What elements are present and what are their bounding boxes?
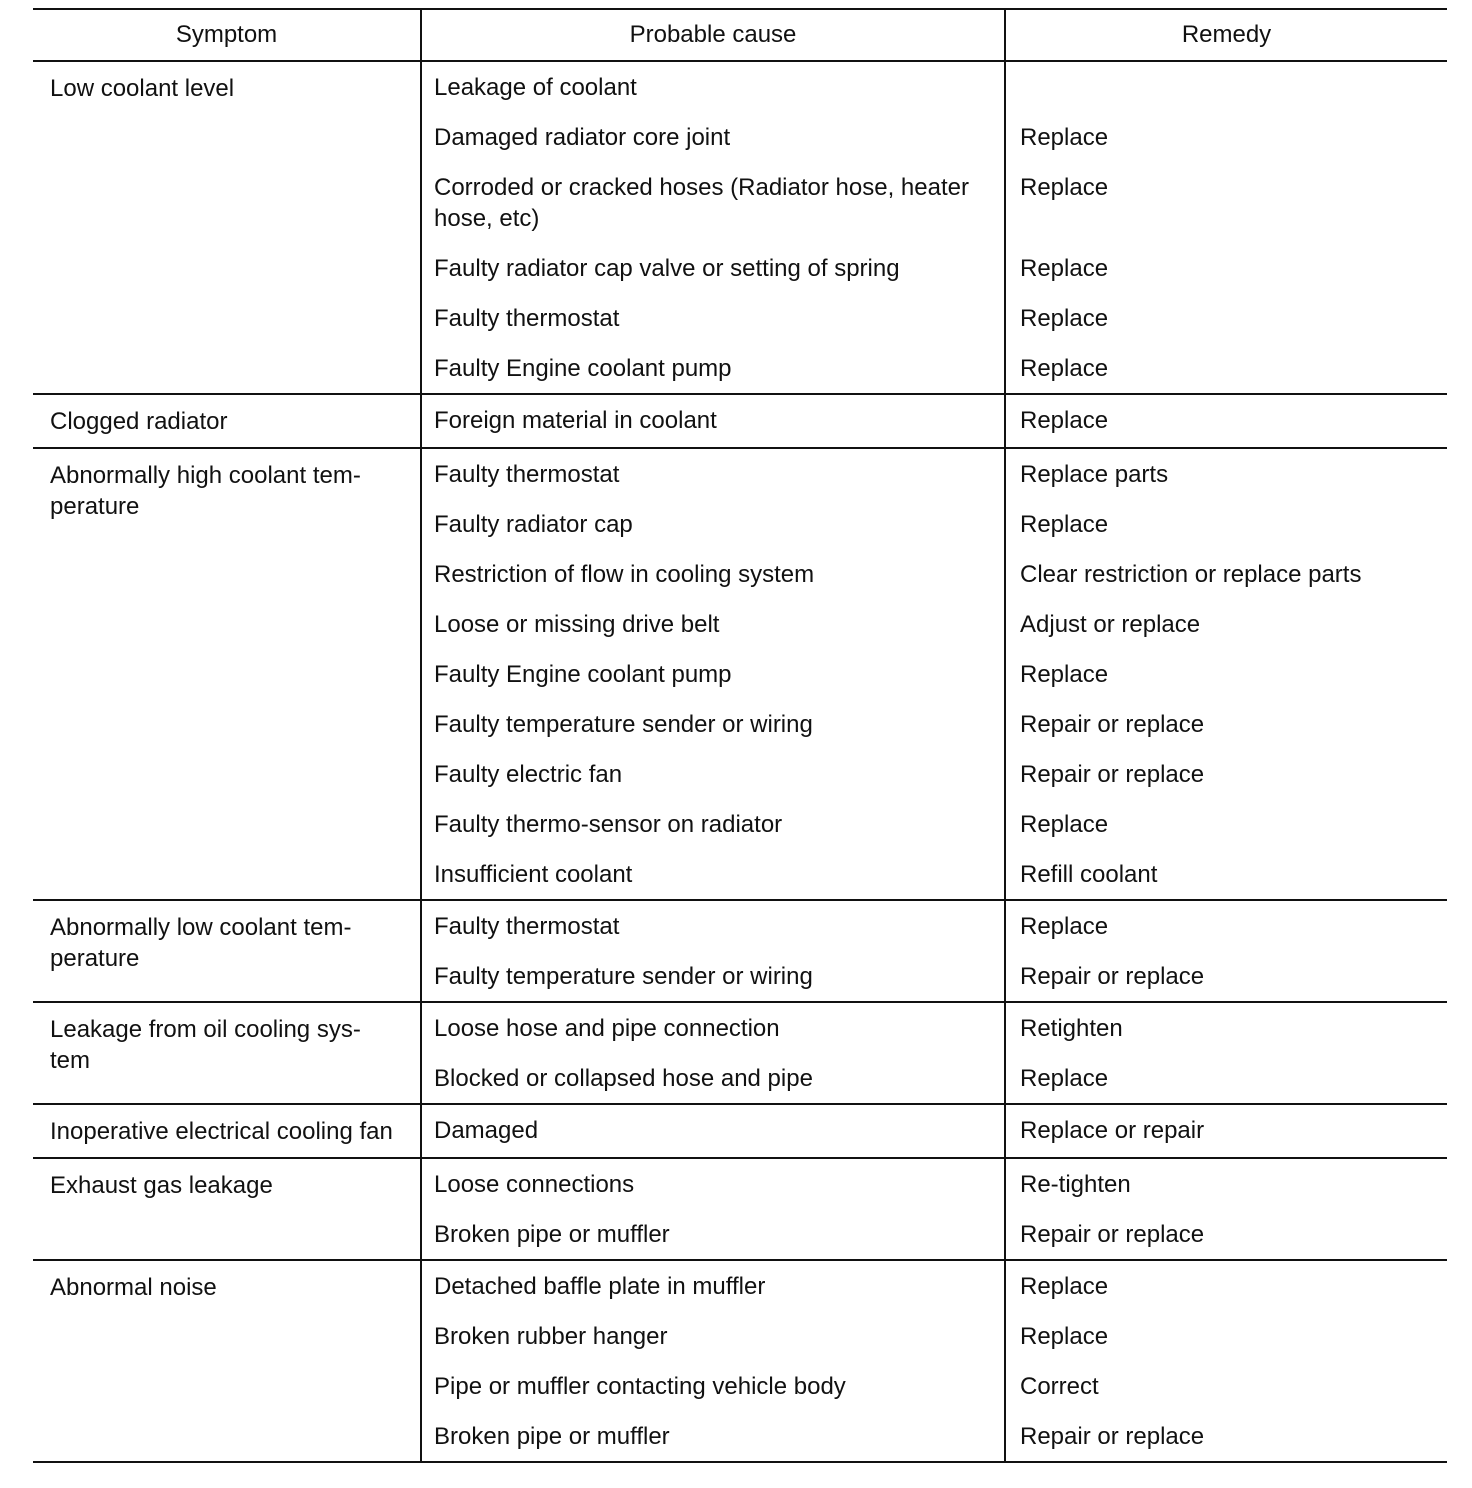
symptom-cell: Leakage from oil cooling sys-tem xyxy=(33,1002,421,1104)
symptom-group xyxy=(33,1260,1447,1462)
probable-cause-item: Faulty radiator cap valve or setting of spring xyxy=(434,255,900,282)
symptom-cell: Abnormally low coolant tem-perature xyxy=(33,900,421,1002)
remedy-item: Replace or repair xyxy=(1020,1117,1205,1144)
remedy-item: Re-tighten xyxy=(1020,1171,1131,1198)
table-row xyxy=(33,1104,1447,1158)
probable-cause-item: Broken pipe or muffler xyxy=(434,1221,670,1248)
remedy-item: Replace xyxy=(1020,1065,1109,1092)
probable-cause-item: Faulty electric fan xyxy=(434,761,623,788)
symptom-group xyxy=(33,61,1447,394)
probable-cause-item: Broken pipe or muffler xyxy=(434,1423,670,1450)
probable-cause-item: Leakage of coolant xyxy=(434,74,637,101)
remedy-item: Replace parts xyxy=(1020,461,1169,488)
remedy-item: Replace xyxy=(1020,811,1109,838)
remedy-item xyxy=(1006,62,1447,112)
remedy-cell xyxy=(1005,900,1447,1002)
remedy-item: Replace xyxy=(1020,661,1109,688)
probable-cause-item: Faulty radiator cap xyxy=(434,511,633,538)
remedy-item: Retighten xyxy=(1020,1015,1123,1042)
symptom-cell: Abnormal noise xyxy=(33,1260,421,1462)
probable-cause-item: Faulty temperature sender or wiring xyxy=(434,963,813,990)
remedy-item: Replace xyxy=(1020,124,1109,151)
probable-cause-item: Broken rubber hanger xyxy=(434,1323,668,1350)
probable-cause-item: Faulty thermo-sensor on radiator xyxy=(434,811,783,838)
symptom-group xyxy=(33,394,1447,448)
header-probable-cause: Probable cause xyxy=(421,9,1005,61)
probable-cause-cell xyxy=(421,1260,1005,1462)
troubleshooting-sheet xyxy=(33,8,1447,1463)
probable-cause-cell xyxy=(421,448,1005,900)
remedy-cell xyxy=(1005,448,1447,900)
header-remedy: Remedy xyxy=(1005,9,1447,61)
symptom-cell: Low coolant level xyxy=(33,61,421,394)
remedy-cell xyxy=(1005,1104,1447,1158)
symptom-group xyxy=(33,1002,1447,1104)
remedy-cell xyxy=(1005,61,1447,394)
remedy-item: Correct xyxy=(1020,1373,1099,1400)
header-row xyxy=(33,9,1447,61)
table-row xyxy=(33,61,1447,394)
probable-cause-item: Faulty Engine coolant pump xyxy=(434,355,732,382)
probable-cause-cell xyxy=(421,394,1005,448)
troubleshooting-table xyxy=(33,8,1447,1463)
remedy-item: Replace xyxy=(1020,913,1109,940)
remedy-cell xyxy=(1005,394,1447,448)
probable-cause-item: Damaged radiator core joint xyxy=(434,124,731,151)
remedy-item: Repair or replace xyxy=(1020,1423,1205,1450)
probable-cause-cell xyxy=(421,1104,1005,1158)
symptom-cell: Clogged radiator xyxy=(33,394,421,448)
probable-cause-item: Faulty thermostat xyxy=(434,305,620,332)
symptom-cell: Abnormally high coolant tem-perature xyxy=(33,448,421,900)
table-row xyxy=(33,1002,1447,1104)
probable-cause-item: Faulty Engine coolant pump xyxy=(434,661,732,688)
symptom-group xyxy=(33,1104,1447,1158)
symptom-cell: Inoperative electrical cooling fan xyxy=(33,1104,421,1158)
remedy-item: Replace xyxy=(1020,305,1109,332)
probable-cause-item: Faulty temperature sender or wiring xyxy=(434,711,813,738)
probable-cause-item: Faulty thermostat xyxy=(434,461,620,488)
probable-cause-item: Loose hose and pipe connection xyxy=(434,1015,780,1042)
probable-cause-item: Insufficient coolant xyxy=(434,861,633,888)
remedy-item: Replace xyxy=(1020,355,1109,382)
remedy-item: Repair or replace xyxy=(1020,761,1205,788)
probable-cause-cell xyxy=(421,61,1005,394)
probable-cause-cell xyxy=(421,1002,1005,1104)
header-symptom: Symptom xyxy=(33,9,421,61)
table-row xyxy=(33,900,1447,1002)
table-row xyxy=(33,394,1447,448)
probable-cause-item: Corroded or cracked hoses (Radiator hose, heater hose, etc) xyxy=(434,174,969,232)
remedy-item: Repair or replace xyxy=(1020,1221,1205,1248)
symptom-cell: Exhaust gas leakage xyxy=(33,1158,421,1260)
probable-cause-item: Loose connections xyxy=(434,1171,635,1198)
probable-cause-item: Faulty thermostat xyxy=(434,913,620,940)
symptom-group xyxy=(33,448,1447,900)
table-row xyxy=(33,448,1447,900)
table-row xyxy=(33,1260,1447,1462)
remedy-item: Replace xyxy=(1020,174,1109,201)
symptom-group xyxy=(33,900,1447,1002)
probable-cause-item: Foreign material in coolant xyxy=(434,407,717,434)
probable-cause-item: Damaged xyxy=(434,1117,539,1144)
table-header xyxy=(33,9,1447,61)
remedy-item: Repair or replace xyxy=(1020,963,1205,990)
remedy-item: Replace xyxy=(1020,407,1109,434)
probable-cause-item: Restriction of flow in cooling system xyxy=(434,561,815,588)
symptom-group xyxy=(33,1158,1447,1260)
probable-cause-item: Blocked or collapsed hose and pipe xyxy=(434,1065,813,1092)
remedy-item: Repair or replace xyxy=(1020,711,1205,738)
probable-cause-item: Loose or missing drive belt xyxy=(434,611,720,638)
table-row xyxy=(33,1158,1447,1260)
remedy-cell xyxy=(1005,1002,1447,1104)
probable-cause-item: Pipe or muffler contacting vehicle body xyxy=(434,1373,846,1400)
probable-cause-item: Detached baffle plate in muffler xyxy=(434,1273,766,1300)
remedy-item: Refill coolant xyxy=(1020,861,1158,888)
remedy-cell xyxy=(1005,1158,1447,1260)
probable-cause-cell xyxy=(421,1158,1005,1260)
probable-cause-cell xyxy=(421,900,1005,1002)
remedy-cell xyxy=(1005,1260,1447,1462)
remedy-item: Adjust or replace xyxy=(1020,611,1201,638)
remedy-item: Replace xyxy=(1020,1273,1109,1300)
remedy-item: Replace xyxy=(1020,1323,1109,1350)
remedy-item: Replace xyxy=(1020,511,1109,538)
remedy-item: Clear restriction or replace parts xyxy=(1020,561,1362,588)
remedy-item: Replace xyxy=(1020,255,1109,282)
